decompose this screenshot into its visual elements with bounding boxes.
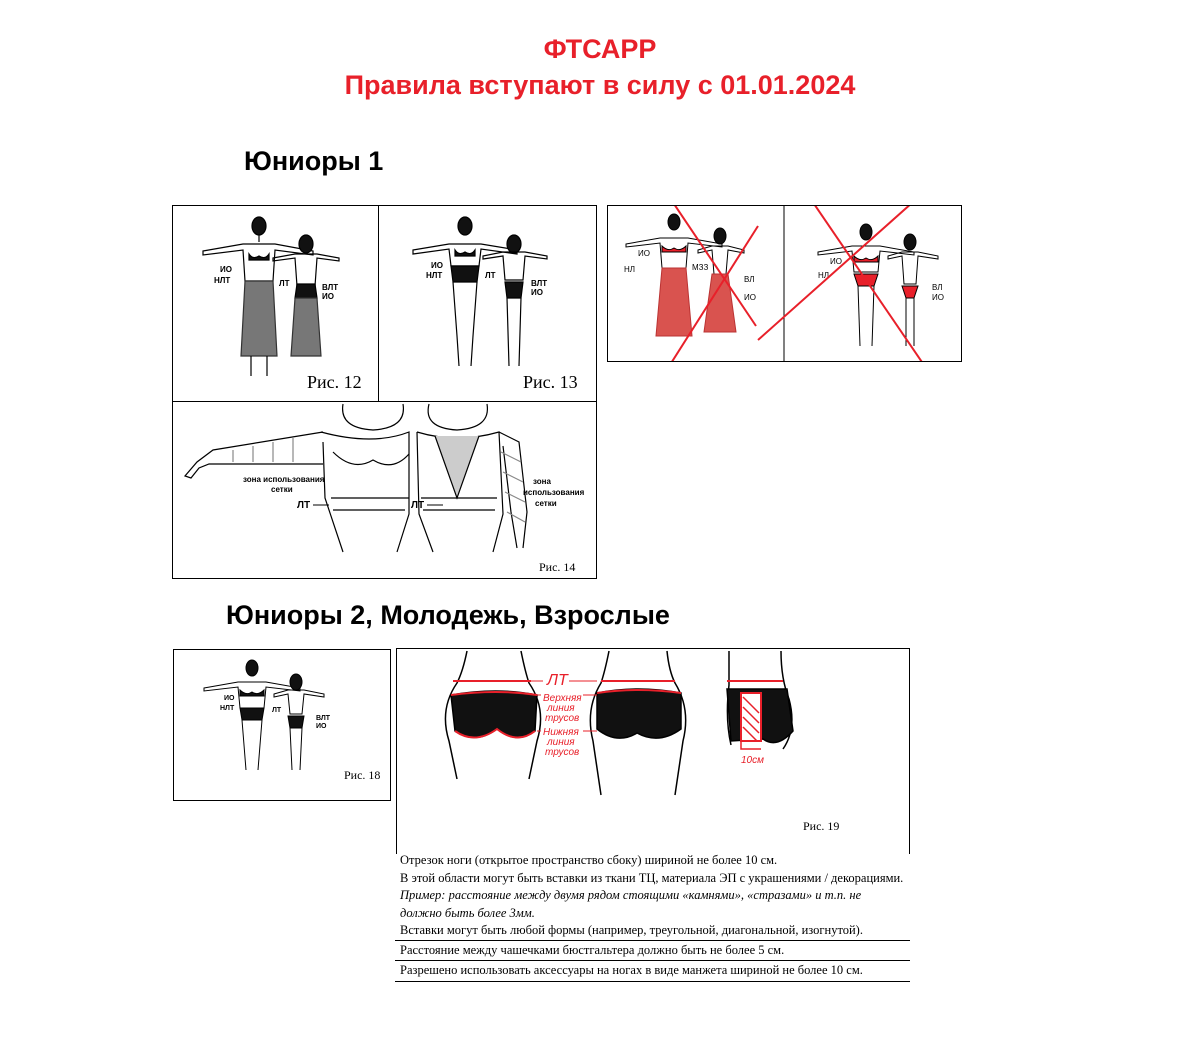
fig18-label-io2: ИО — [316, 723, 327, 730]
forbidden-examples-illustration — [608, 206, 961, 361]
note-example: Пример: расстояние между двумя рядом стоящими «камнями», «стразами» и т.п. не должно быть более 3мм. — [400, 888, 862, 920]
fig14-zone-left-line1: зона использования — [243, 475, 325, 484]
figure-19-panel — [396, 648, 910, 854]
fig13-label-io2: ИО — [531, 288, 543, 297]
fig19-lower-line3: трусов — [545, 747, 580, 758]
note-leg-gap: Отрезок ноги (открытое пространство сбоку) шириной не более 10 см. — [400, 853, 778, 867]
fig18-label-nlt: НЛТ — [220, 705, 235, 712]
fig14-lt-left: ЛТ — [297, 500, 311, 511]
crossed-right-label-nl: НЛ — [818, 271, 830, 280]
fig18-label-lt: ЛТ — [272, 707, 282, 714]
section-juniors1-title: Юниоры 1 — [244, 146, 384, 176]
figure-14-illustration — [173, 402, 596, 578]
fig19-lower-line2: линия — [547, 737, 575, 748]
crossed-right-label-vl: ВЛ — [932, 283, 943, 292]
fig12-label-io: ИО — [220, 265, 232, 274]
crossed-left-label-mzz: МЗЗ — [692, 263, 709, 272]
crossed-right-label-io: ИО — [830, 257, 842, 266]
fig19-upper-line2: линия — [547, 703, 575, 714]
figure-18-panel — [173, 649, 391, 801]
org-title: ФТСАРР — [543, 34, 657, 64]
fig18-label-io: ИО — [224, 695, 235, 702]
fig19-label-lt: ЛТ — [547, 672, 568, 689]
fig14-zone-right-line3: сетки — [535, 499, 557, 508]
fig14-lt-right: ЛТ — [411, 500, 425, 511]
note-insert-shape: Вставки могут быть любой формы (например, треугольной, диагональной, изогнутой). — [400, 923, 863, 937]
red-cross-stroke — [758, 206, 922, 340]
crossed-left-label-vl: ВЛ — [744, 275, 755, 284]
forbidden-examples-panel — [607, 205, 962, 362]
figure-14-caption: Рис. 14 — [539, 560, 576, 574]
fig13-label-lt: ЛТ — [485, 271, 496, 280]
figure-13-caption: Рис. 13 — [523, 372, 578, 392]
fig19-upper-line3: трусов — [545, 713, 580, 724]
fig13-label-io: ИО — [431, 261, 443, 270]
fig13-label-vlt: ВЛТ — [531, 279, 548, 288]
crossed-left-label-io2: ИО — [744, 293, 756, 302]
note-bra-gap: Расстояние между чашечками бюстгальтера должно быть не более 5 см. — [395, 940, 910, 961]
figure-13-panel — [378, 205, 597, 402]
figure-18-caption: Рис. 18 — [344, 768, 381, 782]
fig12-label-io2: ИО — [322, 292, 334, 301]
note-leg-accessories: Разрешено использовать аксессуары на ногах в виде манжета шириной не более 10 см. — [395, 960, 910, 982]
crossed-right-label-io2: ИО — [932, 293, 944, 302]
figure-19-caption: Рис. 19 — [803, 819, 840, 833]
rules-notes-table — [395, 852, 910, 982]
fig13-label-nlt: НЛТ — [426, 271, 443, 280]
section-juniors2-youth-adults-title: Юниоры 2, Молодежь, Взрослые — [226, 600, 670, 630]
fig12-label-lt: ЛТ — [279, 279, 290, 288]
fig19-measure-label: 10см — [741, 755, 764, 766]
fig19-lower-line1: Нижняя — [543, 727, 579, 738]
crossed-left-label-nl: НЛ — [624, 265, 636, 274]
fig12-label-vlt: ВЛТ — [322, 283, 339, 292]
fig12-label-nlt: НЛТ — [214, 276, 231, 285]
fig14-zone-left-line2: сетки — [271, 485, 293, 494]
figure-14-panel — [172, 401, 597, 579]
figure-12-panel — [172, 205, 379, 402]
fig14-zone-right-line2: использования — [523, 488, 585, 497]
figure-12-caption: Рис. 12 — [307, 372, 362, 392]
note-inserts: В этой области могут быть вставки из ткани ТЦ, материала ЭП с украшениями / декорациями. — [400, 870, 904, 885]
effective-date-notice: Правила вступают в силу с 01.01.2024 — [344, 70, 856, 100]
fig19-upper-line1: Верхняя — [543, 693, 582, 704]
crossed-left-label-io: ИО — [638, 249, 650, 258]
fig18-label-vlt: ВЛТ — [316, 715, 331, 722]
fig14-zone-right-line1: зона — [533, 477, 551, 486]
